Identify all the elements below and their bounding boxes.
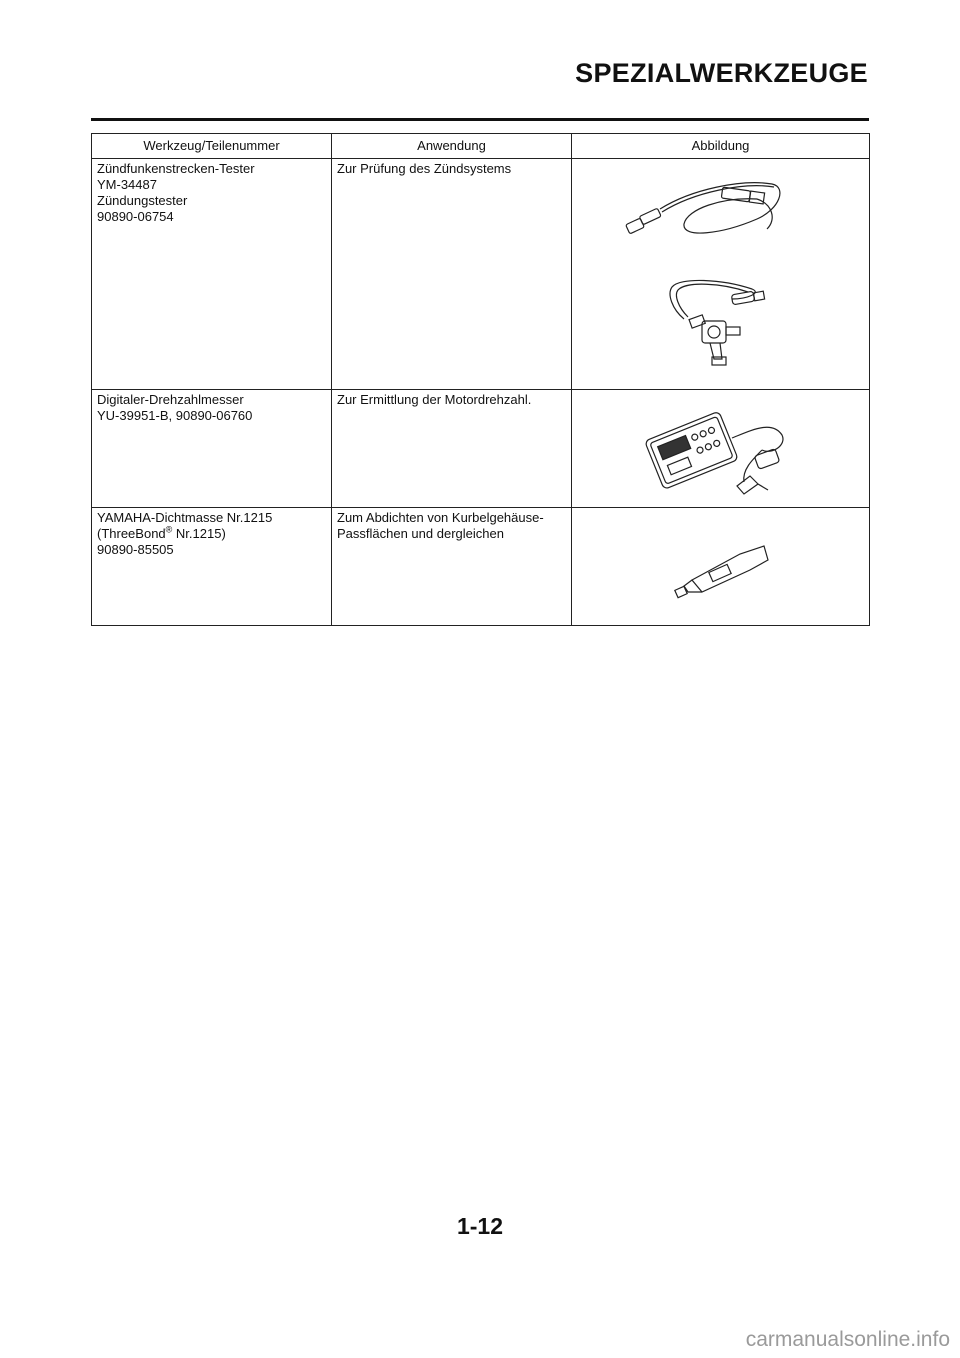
use-cell [332, 508, 572, 626]
page-title: SPEZIALWERKZEUGE [575, 58, 868, 88]
use-cell [332, 390, 572, 508]
watermark: carmanualsonline.info [745, 1328, 950, 1351]
table-header-row [92, 134, 870, 159]
use-text: Zur Ermittlung der Motordrehzahl. [337, 392, 532, 407]
header-tool: Werkzeug/Teilenummer [92, 134, 332, 159]
digital-tachometer-icon [572, 390, 870, 508]
table-row [92, 159, 870, 390]
tool-name: Digitaler-Drehzahlmesser [97, 392, 244, 407]
tool-cell [92, 508, 332, 626]
use-text: Passflächen und dergleichen [337, 526, 504, 541]
table-row [92, 508, 870, 626]
tool-name: Zündfunkenstrecken-Tester [97, 161, 255, 176]
use-text: Zum Abdichten von Kurbelgehäuse- [337, 510, 544, 525]
page-number: 1-12 [456, 1213, 504, 1239]
registered-mark: ® [165, 524, 173, 535]
tool-part-number: YU-39951-B, 90890-06760 [97, 408, 253, 423]
illustration-cell [572, 508, 870, 626]
tool-brand: (ThreeBond® Nr.1215) [97, 524, 226, 541]
tool-part-number: 90890-85505 [97, 542, 174, 557]
title-rule [91, 118, 869, 121]
special-tools-table [91, 133, 870, 626]
use-cell [332, 159, 572, 390]
illustration-cell [572, 390, 870, 508]
use-text: Zur Prüfung des Zündsystems [337, 161, 512, 176]
tool-cell [92, 390, 332, 508]
tool-part-number: YM-34487 [97, 177, 157, 192]
header-use: Anwendung [332, 134, 572, 159]
tool-name: YAMAHA-Dichtmasse Nr.1215 [97, 510, 273, 525]
header-illustration: Abbildung [572, 134, 870, 159]
tool-cell [92, 159, 332, 390]
tool-name: Zündungstester [97, 193, 188, 208]
ignition-tester-icon [572, 159, 870, 390]
sealant-tube-icon [572, 508, 870, 626]
table-row [92, 390, 870, 508]
tool-part-number: 90890-06754 [97, 209, 174, 224]
illustration-cell [572, 159, 870, 390]
